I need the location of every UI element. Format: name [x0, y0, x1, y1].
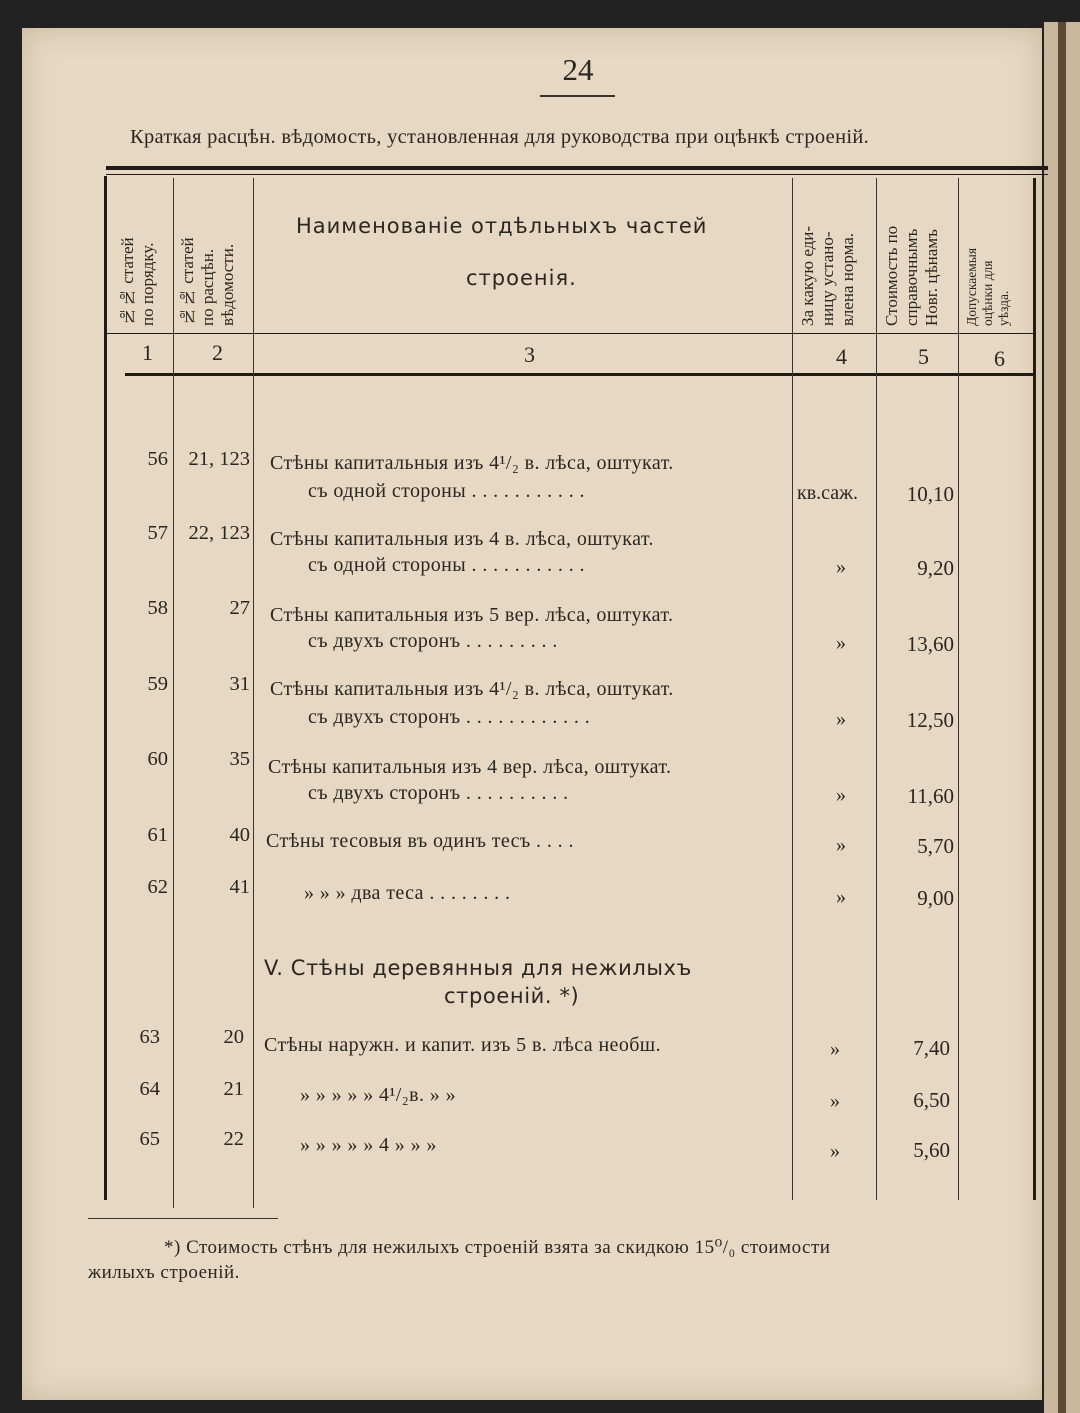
- row-unit: »: [830, 1090, 840, 1112]
- column-5-header: Стоимость по справочнымъ Новг. цѣнамъ: [882, 225, 941, 326]
- column-1-header: №№ статей по порядку.: [118, 237, 157, 326]
- row-description: Стѣны капитальныя изъ 4 вер. лѣса, оштукат.: [268, 756, 672, 778]
- price-list-number: 22: [223, 1128, 244, 1150]
- column-5-number: 5: [918, 344, 929, 369]
- row-cost: 9,20: [917, 556, 954, 580]
- footnote: [88, 1235, 1040, 1285]
- row-cost: 5,60: [913, 1138, 950, 1162]
- footnote-rule: [88, 1218, 278, 1219]
- table-left-border: [104, 176, 107, 1200]
- row-unit: »: [836, 886, 846, 908]
- row-number: 61: [147, 824, 168, 846]
- column-6-number: 6: [994, 346, 1005, 371]
- row-description: Стѣны капитальныя изъ 4 в. лѣса, оштукат.: [270, 528, 654, 550]
- column-divider: [792, 178, 793, 1200]
- row-description: Стѣны тесовыя въ одинъ тесъ . . . .: [266, 830, 574, 852]
- row-cost: 12,50: [906, 708, 954, 732]
- table-top-rule: [106, 166, 1048, 170]
- section-heading-line2: строеній. *): [444, 984, 580, 1008]
- price-list-number: 20: [223, 1026, 244, 1048]
- row-number: 57: [147, 522, 168, 544]
- row-description-cont: съ двухъ сторонъ . . . . . . . . .: [308, 630, 558, 652]
- column-1-number: 1: [142, 340, 153, 365]
- page-title: Краткая расцѣн. вѣдомость, установленная для руководства при оцѣнкѣ строеній.: [130, 126, 870, 148]
- column-3-header-line2: строенія.: [466, 266, 577, 290]
- column-divider: [958, 178, 959, 1200]
- column-6-header: Допускаемыя оцѣнки для уѣзда.: [964, 247, 1011, 326]
- row-unit: »: [836, 784, 846, 806]
- row-number: 60: [147, 748, 168, 770]
- row-unit: »: [836, 708, 846, 730]
- column-4-number: 4: [836, 344, 847, 369]
- column-4-header: За какую еди- ницу устано- влена норма.: [798, 225, 857, 326]
- row-description-cont: съ двухъ сторонъ . . . . . . . . . . . .: [308, 706, 591, 728]
- row-cost: 7,40: [913, 1036, 950, 1060]
- price-list-number: 41: [229, 876, 250, 898]
- column-3-number: 3: [524, 342, 535, 367]
- table-right-border: [1033, 178, 1036, 1200]
- row-number: 62: [147, 876, 168, 898]
- price-list-number: 21: [223, 1078, 244, 1100]
- row-number: 65: [139, 1128, 160, 1150]
- row-cost: 10,10: [906, 482, 954, 506]
- row-description: Стѣны капитальныя изъ 4¹/₂ в. лѣса, оштукат.: [270, 678, 674, 700]
- row-unit: »: [836, 556, 846, 578]
- row-number: 64: [139, 1078, 160, 1100]
- price-list-number: 22, 123: [188, 522, 250, 544]
- price-list-number: 21, 123: [188, 448, 250, 470]
- footnote-line2: жилыхъ строеній.: [88, 1262, 240, 1283]
- row-number: 59: [147, 673, 168, 695]
- column-2-number: 2: [212, 340, 223, 365]
- row-number: 63: [139, 1026, 160, 1048]
- page-number-rule: [540, 95, 615, 97]
- row-cost: 5,70: [917, 834, 954, 858]
- row-unit: »: [836, 834, 846, 856]
- price-list-number: 27: [229, 597, 250, 619]
- book-gutter: [1058, 22, 1066, 1413]
- row-description: » » » » » 4¹/₂в. » »: [300, 1084, 456, 1106]
- row-number: 56: [147, 448, 168, 470]
- row-unit: »: [830, 1140, 840, 1162]
- row-unit: »: [836, 632, 846, 654]
- section-heading-line1: V. Стѣны деревянныя для нежилыхъ: [264, 956, 692, 980]
- column-divider: [876, 178, 877, 1200]
- page-number: 24: [562, 52, 594, 87]
- column-2-header: №№ статей по расцѣн. вѣдомости.: [178, 237, 237, 326]
- row-cost: 6,50: [913, 1088, 950, 1112]
- row-description: Стѣны наружн. и капит. изъ 5 в. лѣса необш.: [264, 1034, 662, 1056]
- row-description: » » » два теса . . . . . . . .: [304, 882, 511, 904]
- row-description-cont: съ двухъ сторонъ . . . . . . . . . .: [308, 782, 569, 804]
- row-cost: 9,00: [917, 886, 954, 910]
- footnote-line1: *) Стоимость стѣнъ для нежилыхъ строеній взята за скидкою 15⁰/₀ стоимости: [164, 1237, 831, 1258]
- header-bottom-rule: [107, 333, 1033, 334]
- row-description: » » » » » 4 » » »: [300, 1134, 437, 1156]
- column-divider: [253, 178, 254, 1208]
- row-description-cont: съ одной стороны . . . . . . . . . . .: [308, 554, 585, 576]
- row-cost: 13,60: [906, 632, 954, 656]
- price-list-number: 35: [229, 748, 250, 770]
- row-unit: »: [830, 1038, 840, 1060]
- row-description: Стѣны капитальныя изъ 5 вер. лѣса, оштукат.: [270, 604, 674, 626]
- column-3-header-line1: Наименованіе отдѣльныхъ частей: [296, 214, 708, 238]
- row-cost: 11,60: [907, 784, 954, 808]
- row-unit: кв.саж.: [797, 482, 858, 504]
- price-list-number: 31: [229, 673, 250, 695]
- row-number: 58: [147, 597, 168, 619]
- row-description: Стѣны капитальныя изъ 4¹/₂ в. лѣса, оштукат.: [270, 452, 674, 474]
- row-description-cont: съ одной стороны . . . . . . . . . . .: [308, 480, 585, 502]
- table-top-rule-thin: [106, 174, 1048, 175]
- price-list-number: 40: [229, 824, 250, 846]
- colnum-bottom-rule: [125, 373, 1033, 376]
